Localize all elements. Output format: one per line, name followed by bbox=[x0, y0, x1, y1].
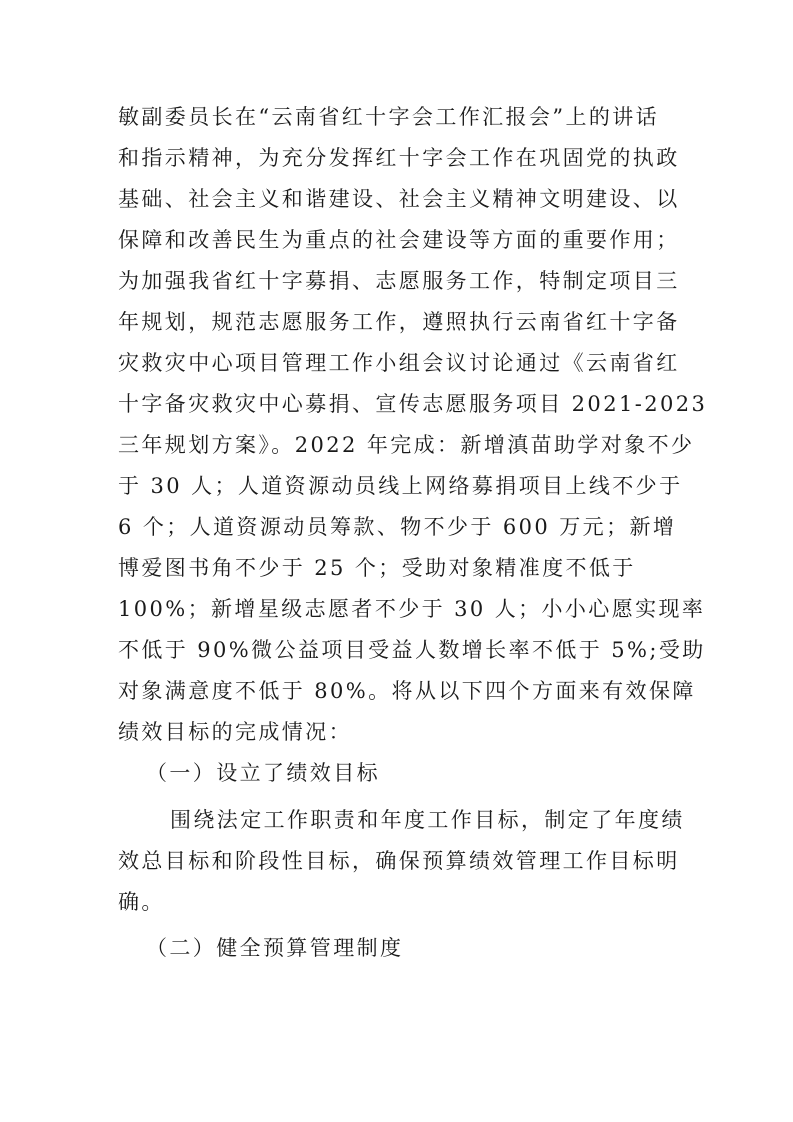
paragraph-line: 不低于 90%微公益项目受益人数增长率不低于 5%;受助 bbox=[118, 638, 706, 662]
paragraph-line: 100%；新增星级志愿者不少于 30 人；小小心愿实现率 bbox=[118, 597, 706, 621]
paragraph-line: 绩效目标的完成情况： bbox=[118, 720, 352, 744]
paragraph-line: 年规划，规范志愿服务工作，遵照执行云南省红十字备 bbox=[118, 310, 680, 334]
paragraph-line: 博爱图书角不少于 25 个；受助对象精准度不低于 bbox=[118, 556, 636, 580]
paragraph-line: 确。 bbox=[118, 890, 165, 914]
section-heading: （一）设立了绩效目标 bbox=[146, 761, 380, 785]
section-heading: （二）健全预算管理制度 bbox=[146, 936, 404, 960]
paragraph-line: 三年规划方案》。2022 年完成：新增滇苗助学对象不少 bbox=[118, 433, 695, 457]
paragraph-line: 效总目标和阶段性目标，确保预算绩效管理工作目标明 bbox=[118, 849, 680, 873]
paragraph-line: 和指示精神，为充分发挥红十字会工作在巩固党的执政 bbox=[118, 146, 680, 170]
paragraph-line: 对象满意度不低于 80%。将从以下四个方面来有效保障 bbox=[118, 679, 696, 703]
paragraph-line: 敏副委员长在“云南省红十字会工作汇报会”上的讲话 bbox=[118, 105, 660, 129]
paragraph-line: 6 个；人道资源动员筹款、物不少于 600 万元；新增 bbox=[118, 515, 677, 539]
paragraph-line: 灾救灾中心项目管理工作小组会议讨论通过《云南省红 bbox=[118, 351, 680, 375]
paragraph-line: 基础、社会主义和谐建设、社会主义精神文明建设、以 bbox=[118, 187, 680, 211]
paragraph-line: 围绕法定工作职责和年度工作目标，制定了年度绩 bbox=[170, 808, 685, 832]
paragraph-line: 十字备灾救灾中心募捐、宣传志愿服务项目 2021-2023 bbox=[118, 392, 708, 416]
paragraph-line: 为加强我省红十字募捐、志愿服务工作，特制定项目三 bbox=[118, 269, 680, 293]
paragraph-line: 于 30 人；人道资源动员线上网络募捐项目上线不少于 bbox=[118, 474, 683, 498]
paragraph-line: 保障和改善民生为重点的社会建设等方面的重要作用； bbox=[118, 228, 680, 252]
